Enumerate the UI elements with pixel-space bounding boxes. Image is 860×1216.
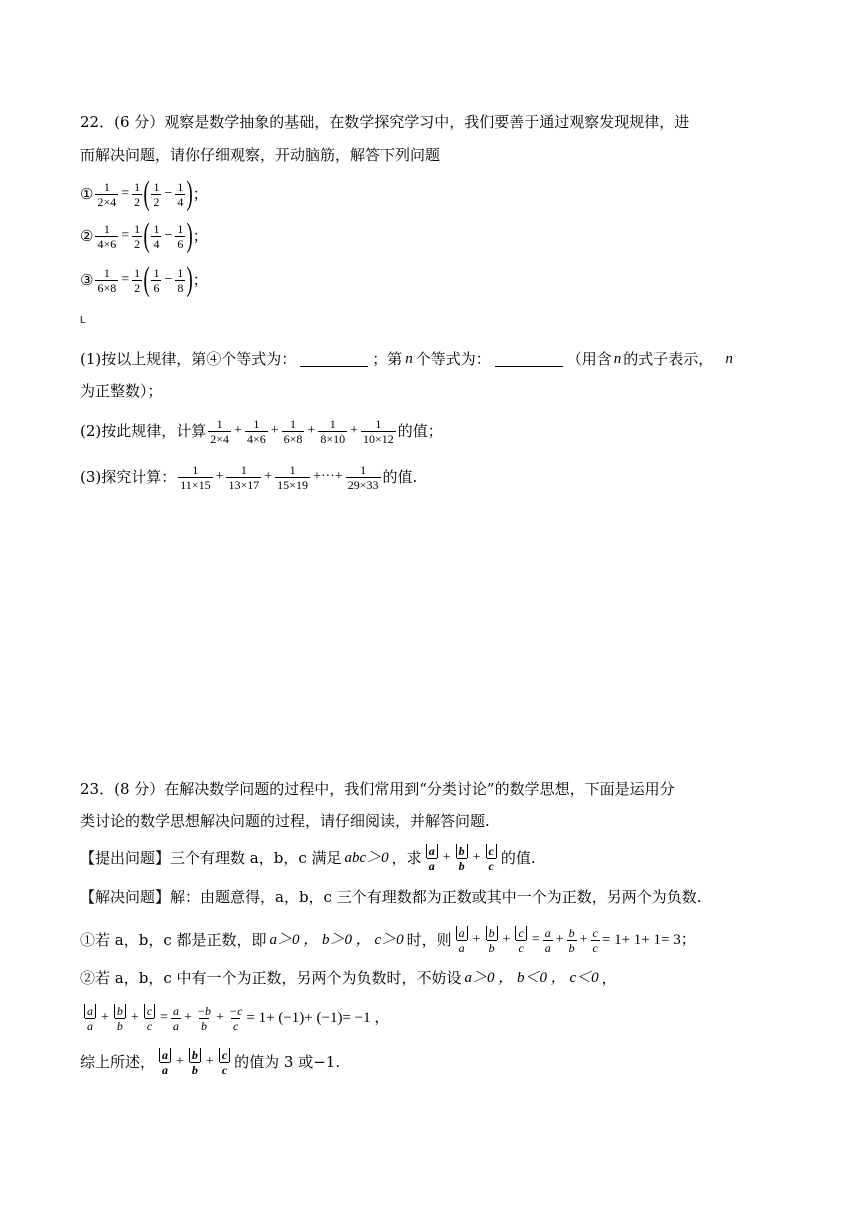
- p3-text-a: (3)探究计算：: [80, 468, 177, 486]
- eq-end: ；: [192, 271, 208, 289]
- case2-result: = 1+ (−1)+ (−1)= −1 ，: [246, 1010, 390, 1026]
- problem-text-a: 三个有理数 a，b，c 满足: [170, 849, 342, 867]
- eq-term-a: $\frac{1}{4}$: [153, 221, 160, 251]
- p1-var-n-3: n: [725, 351, 733, 367]
- q22-eq-1: ① $\frac{1}{2\times 4}$ = $\frac{1}{2}$ ( $\frac{1}{2}$ − $\frac{1}{4}$ ) ；: [80, 175, 208, 212]
- solve-text: 解：由题意得，a，b，c 三个有理数都为正数或其中一个为正数，另两个为负数.: [170, 888, 702, 906]
- p1-var-n-2: n: [613, 351, 622, 367]
- case1-abs-b: $\frac{b}{b}$: [484, 926, 500, 955]
- eq-lhs-fraction: $\frac{1}{4\times 6}$: [97, 221, 117, 251]
- case2-frac-a: $\frac{a}{a}$: [173, 1003, 180, 1033]
- case1-condition: a＞0 ， b＞0 ， c＞0: [269, 932, 404, 948]
- p3-frac-1: $\frac{1}{11\times 15}$: [180, 462, 211, 492]
- q23-intro-text1: 23．(8 分）在解决数学问题的过程中，我们常用到“分类讨论”的数学思想，下面是运用分: [80, 780, 675, 798]
- eq-end: ；: [192, 227, 208, 245]
- q22-intro-text2: 而解决问题，请你仔细观察，开动脑筋，解答下列问题: [80, 146, 441, 164]
- eq-half-fraction: $\frac{1}{2}$: [134, 221, 141, 251]
- eq-marker: ③: [80, 271, 94, 289]
- case2-frac-b: $\frac{-b}{b}$: [196, 1003, 212, 1033]
- summary-abs-c: $\frac{c}{c}$: [217, 1048, 232, 1077]
- abs-frac-a: $\frac{a}{a}$: [424, 844, 440, 873]
- p3-ellipsis: +···+: [312, 469, 343, 484]
- case2-text-a: ②若 a，b，c 中有一个为正数，另两个为负数时，不妨设: [80, 969, 462, 987]
- q22-part1-line1: [80, 349, 733, 369]
- case1-frac-b: $\frac{b}{b}$: [568, 925, 575, 955]
- p1-text-c: 个等式为：: [415, 350, 491, 368]
- ellipsis-mark: L: [80, 315, 86, 326]
- q22-eq-3: ③ $\frac{1}{6\times 8}$ = $\frac{1}{2}$ ( $\frac{1}{6}$ − $\frac{1}{8}$ ) ；: [80, 261, 208, 298]
- q23-summary: 综上所述， $\frac{a}{a}$ + $\frac{b}{b}$ + $\frac{c}{c}$ 的值为 3 或−1.: [80, 1047, 341, 1077]
- eq-term-a: $\frac{1}{6}$: [153, 265, 160, 295]
- q23-problem: 【提出问题】 三个有理数 a，b，c 满足 abc＞0 ，求 $\frac{a}{a}$ + $\frac{b}{b}$ + $\frac{c}{c}$ 的值.: [80, 843, 536, 873]
- q22-intro-line2: [80, 145, 440, 165]
- eq-half-fraction: $\frac{1}{2}$: [134, 179, 141, 209]
- case1-frac-a: $\frac{a}{a}$: [544, 925, 551, 955]
- summary-text-a: 综上所述，: [80, 1053, 156, 1071]
- q22-part2: (2)按此规律，计算 $\frac{1}{2\times 4}$ + $\frac{1}{4\times 6}$ + $\frac{1}{6\times 8}$ + $\frac{1}{8\times 10}$ + $\frac{1}{10\times 12}$ 的值；: [80, 416, 443, 446]
- abs-frac-c: $\frac{c}{c}$: [484, 844, 499, 873]
- p2-frac-5: $\frac{1}{10\times 12}$: [363, 416, 394, 446]
- q22-eq-2: ② $\frac{1}{4\times 6}$ = $\frac{1}{2}$ ( $\frac{1}{4}$ − $\frac{1}{6}$ ) ；: [80, 217, 208, 254]
- summary-text-b: 的值为 3 或−1.: [234, 1053, 341, 1071]
- eq-term-b: $\frac{1}{8}$: [177, 265, 184, 295]
- q22-part3: (3)探究计算： $\frac{1}{11\times 15}$ + $\frac{1}{13\times 17}$ + $\frac{1}{15\times 19}$ +···+ $\frac{1}{29\times 33}$ 的值.: [80, 462, 418, 492]
- case1-abs-a: $\frac{a}{a}$: [454, 926, 470, 955]
- p2-frac-1: $\frac{1}{2\times 4}$: [210, 416, 230, 446]
- p1-text-d: （用含: [566, 350, 612, 368]
- eq-end: ；: [192, 185, 208, 203]
- p1-text-b: ；第: [372, 350, 403, 368]
- answer-blank-nth[interactable]: [495, 352, 563, 367]
- p2-frac-2: $\frac{1}{4\times 6}$: [246, 416, 266, 446]
- p1-text-a: (1)按以上规律，第④个等式为：: [80, 350, 297, 368]
- q23-intro-text2: 类讨论的数学思想解决问题的过程，请仔细阅读，并解答问题.: [80, 812, 490, 830]
- p2-frac-3: $\frac{1}{6\times 8}$: [283, 416, 303, 446]
- case1-result: = 1+ 1+ 1= 3；: [601, 932, 696, 948]
- q23-intro-line2: [80, 811, 490, 831]
- eq-marker: ①: [80, 185, 94, 203]
- p3-frac-2: $\frac{1}{13\times 17}$: [228, 462, 260, 492]
- answer-blank-4th[interactable]: [300, 352, 368, 367]
- eq-lhs-fraction: $\frac{1}{6\times 8}$: [97, 265, 117, 295]
- abs-frac-b: $\frac{b}{b}$: [454, 844, 470, 873]
- p1-text-e: 的式子表示，: [623, 350, 714, 368]
- p2-text-b: 的值；: [397, 422, 443, 440]
- case2-text-b: ，: [601, 969, 617, 987]
- problem-condition: abc＞0: [344, 850, 389, 866]
- p3-frac-4: $\frac{1}{29\times 33}$: [347, 462, 379, 492]
- eq-term-b: $\frac{1}{4}$: [177, 179, 184, 209]
- p1-text-f: 为正整数）；: [80, 382, 163, 400]
- q22-part1-line2: [80, 381, 163, 401]
- case1-abs-c: $\frac{c}{c}$: [513, 926, 528, 955]
- problem-text-b: ，求: [391, 849, 422, 867]
- case2-frac-c: $\frac{-c}{c}$: [228, 1003, 243, 1033]
- case2-abs-c: $\frac{c}{c}$: [142, 1004, 157, 1033]
- case1-text-b: 时，则: [406, 931, 452, 949]
- q23-case2: [80, 968, 617, 988]
- summary-abs-a: $\frac{a}{a}$: [157, 1048, 173, 1077]
- case2-abs-a: $\frac{a}{a}$: [82, 1004, 98, 1033]
- eq-term-b: $\frac{1}{6}$: [177, 221, 184, 251]
- case2-condition: a＞0 ， b＜0 ， c＜0: [464, 970, 599, 986]
- eq-marker: ②: [80, 227, 94, 245]
- eq-lhs-fraction: $\frac{1}{2\times 4}$: [97, 179, 117, 209]
- q23-case1: ①若 a，b，c 都是正数，即 a＞0 ， b＞0 ， c＞0 时，则 $\frac{a}{a}$ + $\frac{b}{b}$ + $\frac{c}{c}$ = $\frac{a}{a}$ + $\frac{b}{b}$ + $\frac{c}{c}$ = 1+ 1+ 1= 3；: [80, 925, 696, 955]
- p2-frac-4: $\frac{1}{8\times 10}$: [320, 416, 346, 446]
- eq-term-a: $\frac{1}{2}$: [153, 179, 160, 209]
- eq-half-fraction: $\frac{1}{2}$: [134, 265, 141, 295]
- q22-intro-line1: [80, 112, 689, 132]
- q23-case2-calc: $\frac{a}{a}$ + $\frac{b}{b}$ + $\frac{c}{c}$ = $\frac{a}{a}$ + $\frac{-b}{b}$ + $\frac{-c}{c}$ = 1+ (−1)+ (−1)= −1 ，: [80, 1000, 389, 1036]
- p1-var-n: n: [405, 351, 413, 367]
- summary-abs-b: $\frac{b}{b}$: [187, 1048, 203, 1077]
- case2-abs-b: $\frac{b}{b}$: [112, 1004, 128, 1033]
- p3-frac-3: $\frac{1}{15\times 19}$: [277, 462, 308, 492]
- case1-frac-c: $\frac{c}{c}$: [592, 925, 598, 955]
- case1-text-a: ①若 a，b，c 都是正数，即: [80, 931, 267, 949]
- problem-text-c: 的值.: [500, 849, 536, 867]
- solve-tag: 【解决问题】: [80, 888, 171, 906]
- problem-tag: 【提出问题】: [80, 849, 171, 867]
- p3-text-b: 的值.: [382, 468, 418, 486]
- q23-intro-line1: [80, 779, 675, 799]
- q23-solve: [80, 887, 702, 907]
- q22-intro-text1: 22．(6 分）观察是数学抽象的基础，在数学探究学习中，我们要善于通过观察发现规律，进: [80, 113, 690, 131]
- p2-text-a: (2)按此规律，计算: [80, 422, 207, 440]
